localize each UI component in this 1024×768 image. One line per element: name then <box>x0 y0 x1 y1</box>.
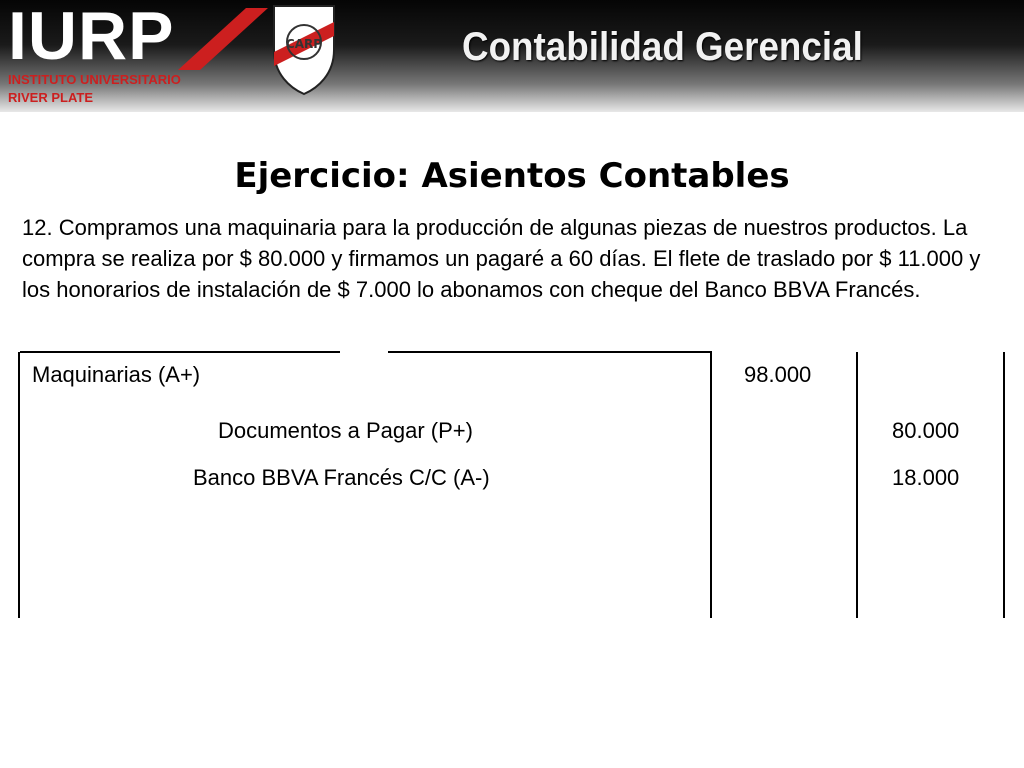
crest-letters: CARP <box>285 37 323 51</box>
journal-account-credit: Documentos a Pagar (P+) <box>218 418 473 443</box>
red-stripe-icon <box>178 8 268 70</box>
exercise-statement: 12. Compramos una maquinaria para la producción de algunas piezas de nuestros productos. La compra se realiza por $ 80.000 y firmamos un pagaré a 60 días. El flete de traslado por $ 11.000 y los honorarios de instalación de $ 7.000 lo abonamos con cheque del Banco BBVA Francés. <box>22 215 981 302</box>
account-column-divider <box>710 352 712 618</box>
table-right-border <box>1003 352 1005 618</box>
journal-account-debit: Maquinarias (A+) <box>32 362 201 387</box>
course-title: Contabilidad Gerencial <box>462 25 863 69</box>
institution-name-line2: RIVER PLATE <box>8 90 93 105</box>
institution-logo-text: IURP <box>8 0 175 74</box>
journal-account-credit: Banco BBVA Francés C/C (A-) <box>193 465 490 490</box>
table-top-border-right <box>388 351 712 353</box>
journal-credit-amount: 18.000 <box>892 465 960 490</box>
journal-debit-amount: 98.000 <box>744 362 812 387</box>
table-top-border-left <box>20 351 340 353</box>
river-plate-crest-icon <box>268 2 340 96</box>
journal-credit-amount: 80.000 <box>892 418 960 443</box>
table-left-border <box>18 352 20 618</box>
debit-column-divider <box>856 352 858 618</box>
header-banner <box>0 0 1024 112</box>
institution-name-line1: INSTITUTO UNIVERSITARIO <box>8 72 181 87</box>
page-title: Ejercicio: Asientos Contables <box>234 156 790 196</box>
